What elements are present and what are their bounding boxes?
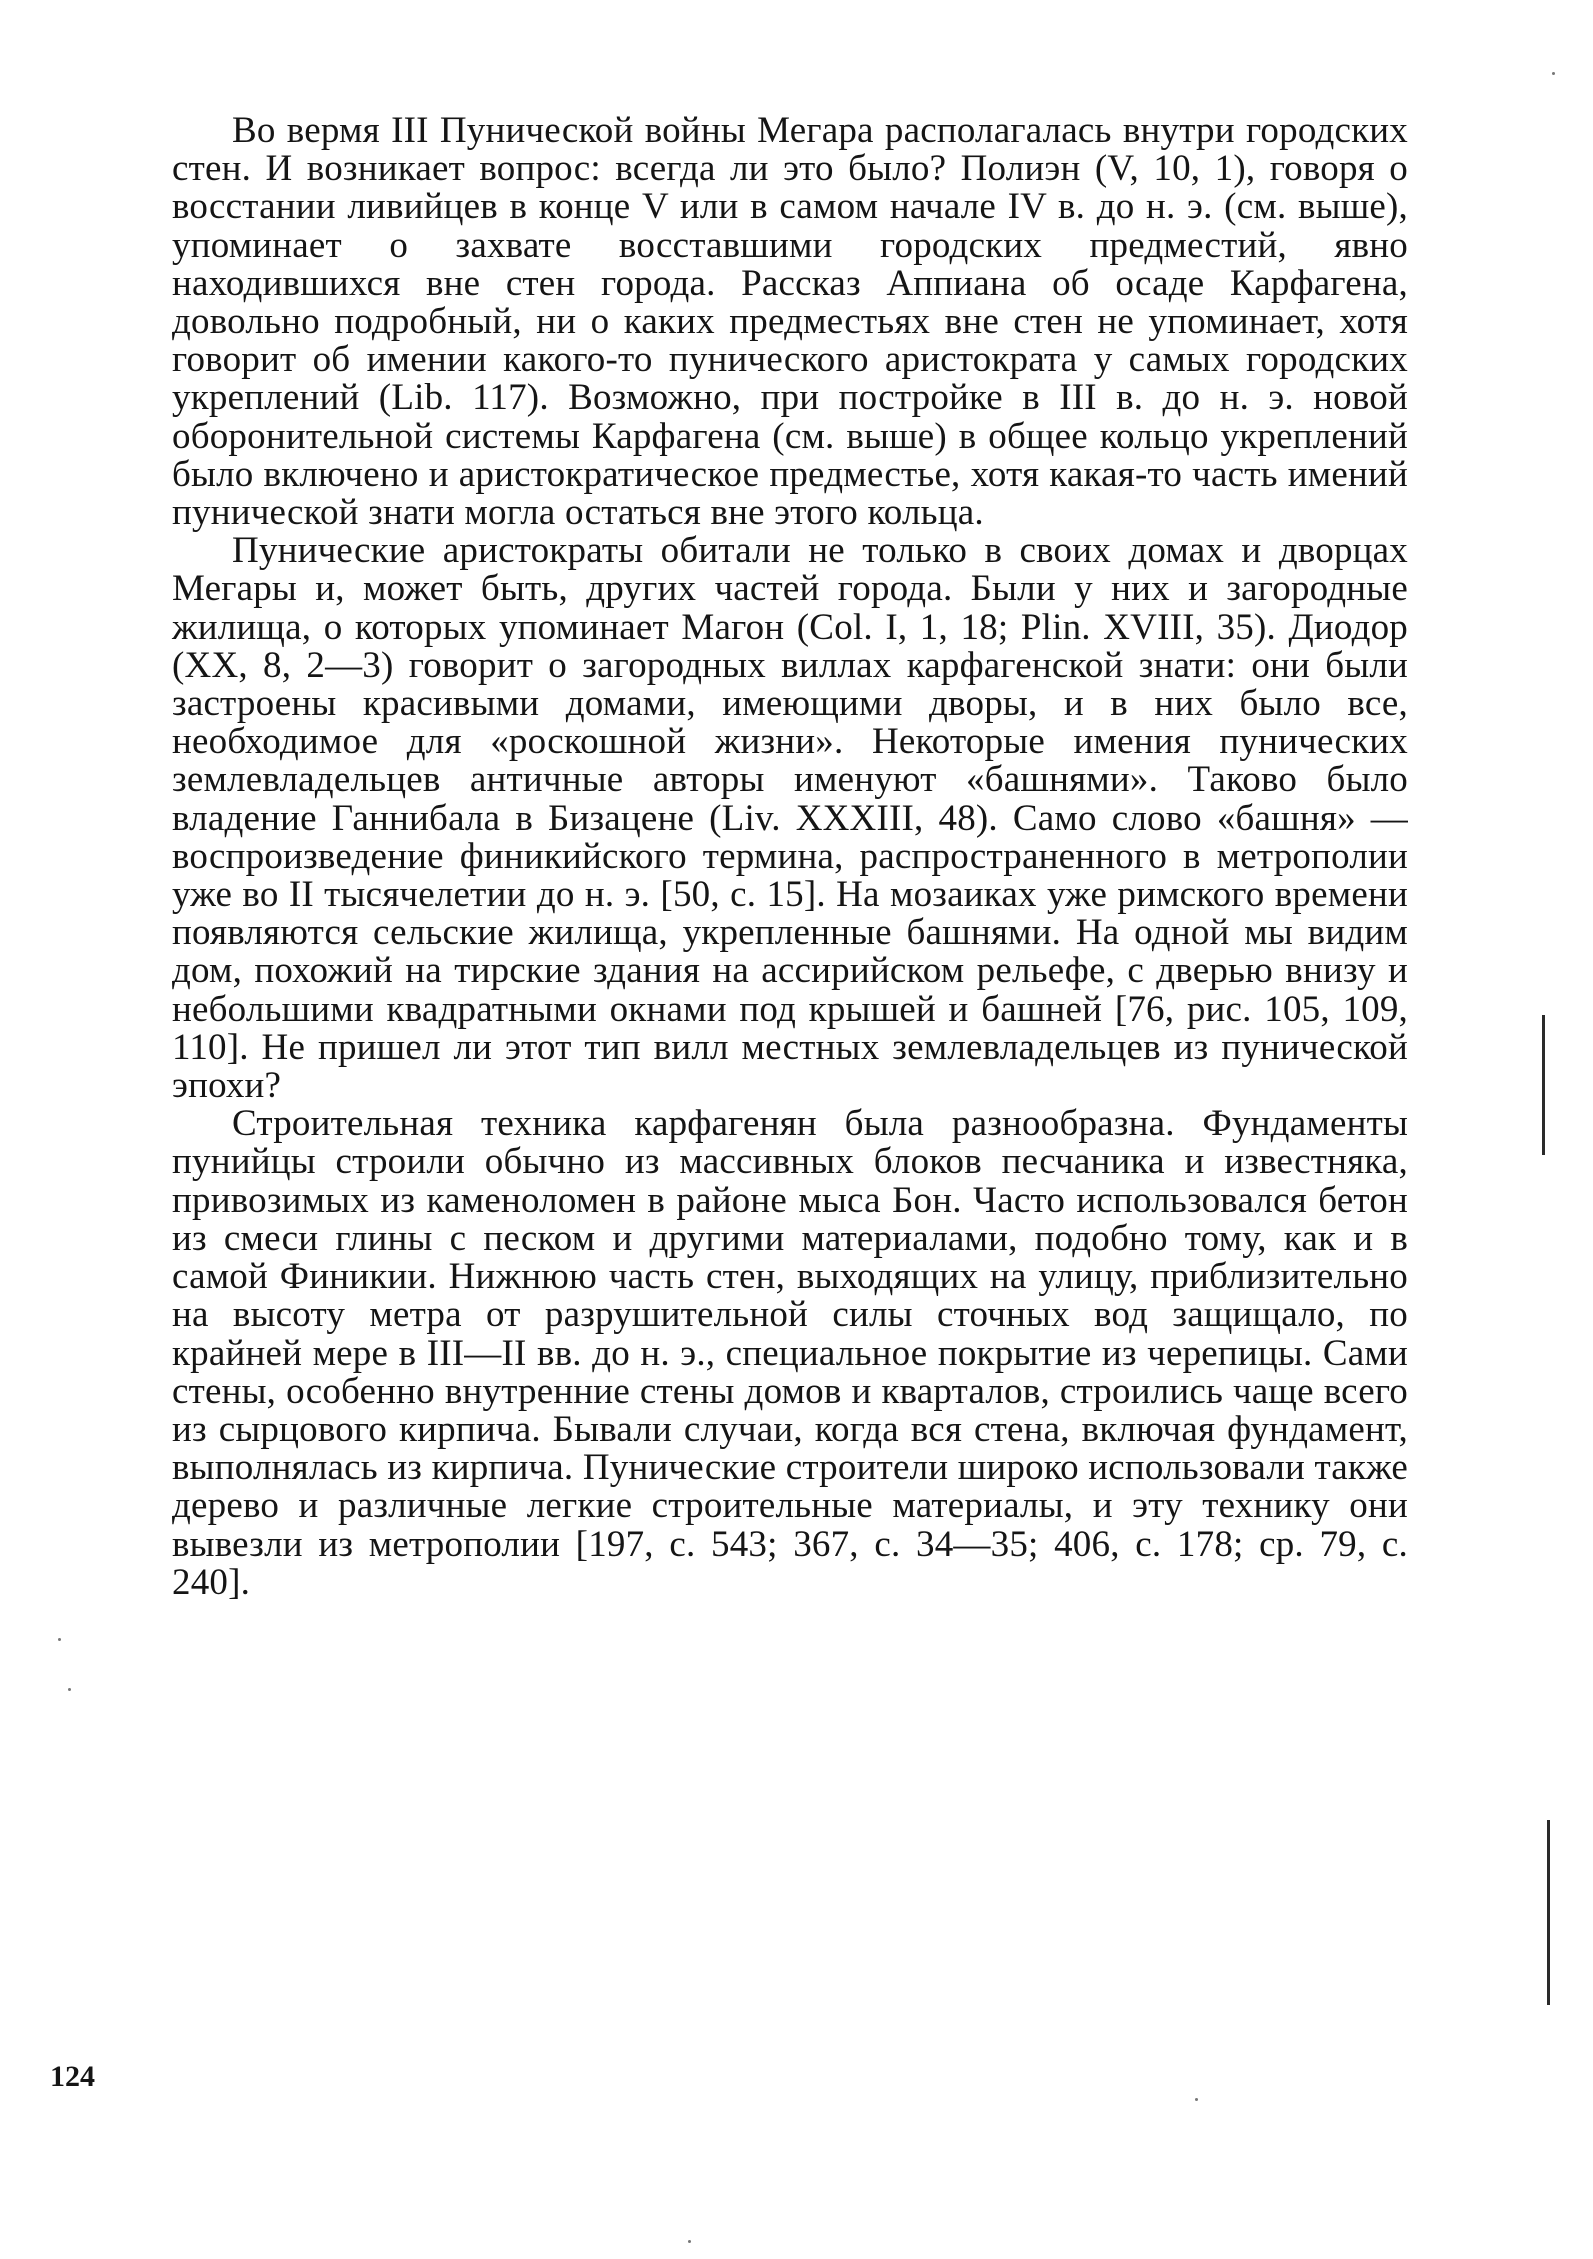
scan-speck — [68, 1688, 71, 1691]
margin-mark-upper — [1542, 1015, 1545, 1155]
page-number: 124 — [50, 2060, 95, 2093]
body-text — [172, 112, 1408, 1602]
margin-mark-lower — [1547, 1820, 1550, 2005]
paragraph-1: Во вермя III Пунической войны Мегара располагалась внутри городских стен. И возникает вопрос: всегда ли это было? Полиэн (V, 10, 1), говоря о восстании ливийцев в конце V или в самом начале IV в. до н. э. (см. выше), упоминает о захвате восставшими городских предместий, явно находившихся вне стен города. Рассказ Аппиана об осаде Карфагена, довольно подробный, ни о каких предместьях вне стен не упоминает, хотя говорит об имении какого-то пунического аристократа у самых городских укреплений (Lib. 117). Возможно, при постройке в III в. до н. э. новой оборонительной системы Карфагена (см. выше) в общее кольцо укреплений было включено и аристократическое предместье, хотя какая-то часть имений пунической знати могла остаться вне этого кольца. — [172, 110, 1408, 534]
paragraph-2: Пунические аристократы обитали не только в своих домах и дворцах Мегары и, может быть, других частей города. Были у них и загородные жилища, о которых упоминает Магон (Col. I, 1, 18; Plin. XVIII, 35). Диодор (XX, 8, 2—3) говорит о загородных виллах карфагенской знати: они были застроены красивыми домами, имеющими дворы, и в них было все, необходимое для «роскошной жизни». Некоторые имения пунических землевладельцев античные авторы именуют «башнями». Таково было владение Ганнибала в Бизацене (Liv. XXXIII, 48). Само слово «башня» — воспроизведение финикийского термина, распространенного в метрополии уже во II тысячелетии до н. э. [50, с. 15]. На мозаиках уже римского времени появляются сельские жилища, укрепленные башнями. На одной мы видим дом, похожий на тирские здания на ассирийском рельефе, с дверью внизу и небольшими квадратными окнами под крышей и башней [76, рис. 105, 109, 110]. Не пришел ли этот тип вилл местных землевладельцев из пунической эпохи? — [172, 530, 1408, 1107]
scan-speck — [1195, 2098, 1198, 2101]
scan-speck — [58, 1638, 61, 1641]
paragraph-3: Строительная техника карфагенян была разнообразна. Фундаменты пунийцы строили обычно из массивных блоков песчаника и известняка, привозимых из каменоломен в районе мыса Бон. Часто использовался бетон из смеси глины с песком и другими материалами, подобно тому, как и в самой Финикии. Нижнюю часть стен, выходящих на улицу, приблизительно на высоту метра от разрушительной силы сточных вод защищало, по крайней мере в III—II вв. до н. э., специальное покрытие из черепицы. Сами стены, особенно внутренние стены домов и кварталов, строились чаще всего из сырцового кирпича. Бывали случаи, когда вся стена, включая фундамент, выполнялась из кирпича. Пунические строители широко использовали также дерево и различные легкие строительные материалы, и эту технику они вывезли из метрополии [197, с. 543; 367, с. 34—35; 406, с. 178; ср. 79, с. 240]. — [172, 1103, 1408, 1603]
scan-speck — [688, 2240, 691, 2243]
scan-speck — [1552, 72, 1555, 75]
